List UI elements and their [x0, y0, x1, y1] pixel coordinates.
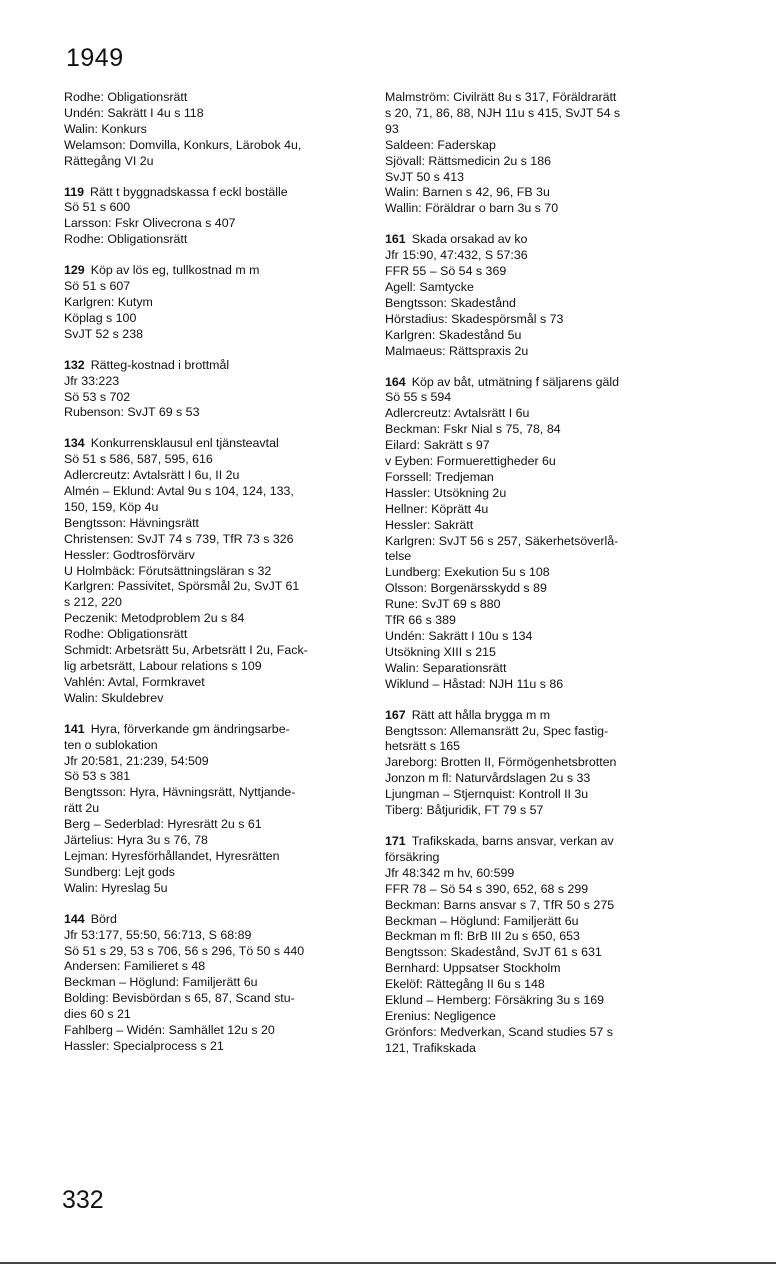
reference-line: Jfr 53:177, 55:50, 56:713, S 68:89: [64, 927, 252, 942]
reference-line: Beckman: Barns ansvar s 7, TfR 50 s 275: [385, 897, 615, 912]
reference-line: Rune: SvJT 69 s 880: [385, 597, 501, 612]
reference-line: Erenius: Negligence: [385, 1008, 496, 1023]
reference-line: Bernhard: Uppsatser Stockholm: [385, 961, 561, 976]
reference-line: Larsson: Fskr Olivecrona s 407: [64, 216, 236, 231]
reference-line: Jfr 20:581, 21:239, 54:509: [64, 753, 209, 768]
reference-line: Adlercreutz: Avtalsrätt I 6u: [385, 406, 530, 421]
intro-line: Rodhe: Obligationsrätt: [64, 90, 188, 104]
reference-line: Hassler: Specialprocess s 21: [64, 1038, 224, 1053]
reference-line: Järtelius: Hyra 3u s 76, 78: [64, 833, 208, 848]
case-heading: [385, 232, 683, 248]
case-number: 129: [64, 263, 85, 278]
reference-line: Jfr 15:90, 47:432, S 57:36: [385, 248, 528, 263]
reference-line: Beckman: Fskr Nial s 75, 78, 84: [385, 422, 561, 437]
reference-line: Lejman: Hyresförhållandet, Hyresrätten: [64, 848, 280, 863]
page-year-heading: 1949: [66, 44, 124, 72]
reference-line: Walin: Separationsrätt: [385, 660, 507, 675]
intro-line: Walin: Barnen s 42, 96, FB 3u: [385, 185, 550, 200]
reference-line: Lundberg: Exekution 5u s 108: [385, 565, 550, 580]
case-number: 167: [385, 707, 406, 722]
intro-line: s 20, 71, 86, 88, NJH 11u s 415, SvJT 54 s: [385, 105, 621, 120]
reference-line: Hessler: Sakrätt: [385, 517, 474, 532]
case-number: 171: [385, 833, 406, 848]
reference-line: Karlgren: Skadestånd 5u: [385, 327, 522, 342]
case-heading: [64, 436, 362, 452]
case-title: Börd: [90, 911, 117, 926]
case-entry: [64, 358, 362, 422]
reference-line: Rodhe: Obligationsrätt: [64, 627, 188, 642]
case-number: 164: [385, 374, 406, 389]
case-entry: [64, 436, 362, 706]
reference-line: Utsökning XIII s 215: [385, 644, 496, 659]
reference-line: Beckman m fl: BrB III 2u s 650, 653: [385, 929, 580, 944]
reference-line: Eilard: Sakrätt s 97: [385, 438, 490, 453]
reference-line: Fahlberg – Widén: Samhället 12u s 20: [64, 1023, 275, 1038]
reference-line: FFR 78 – Sö 54 s 390, 652, 68 s 299: [385, 881, 589, 896]
page-number: 332: [62, 1186, 104, 1214]
intro-line: Rättegång VI 2u: [64, 153, 154, 168]
case-number: 132: [64, 357, 85, 372]
reference-line: Tiberg: Båtjuridik, FT 79 s 57: [385, 803, 544, 818]
reference-line: Ekelöf: Rättegång II 6u s 148: [385, 977, 545, 992]
reference-line: Köplag s 100: [64, 310, 137, 325]
reference-line: Jfr 33:223: [64, 373, 120, 388]
case-title: Rätteg-kostnad i brottmål: [90, 357, 230, 372]
reference-line: Hörstadius: Skadespörsmål s 73: [385, 311, 564, 326]
reference-line: Jonzon m fl: Naturvårdslagen 2u s 33: [385, 771, 591, 786]
case-title: Trafikskada, barns ansvar, verkan av: [411, 833, 614, 848]
reference-line: försäkring: [385, 849, 440, 864]
intro-line: 93: [385, 121, 399, 136]
reference-line: Walin: Skuldebrev: [64, 690, 164, 705]
case-number: 144: [64, 911, 85, 926]
case-entry: [64, 722, 362, 897]
reference-line: 150, 159, Köp 4u: [64, 499, 159, 514]
reference-line: Andersen: Familieret s 48: [64, 959, 206, 974]
case-entry: [64, 263, 362, 343]
reference-line: Adlercreutz: Avtalsrätt I 6u, II 2u: [64, 468, 240, 483]
case-entry: [64, 185, 362, 249]
intro-line: Welamson: Domvilla, Konkurs, Lärobok 4u,: [64, 137, 302, 152]
reference-line: Hellner: Köprätt 4u: [385, 501, 489, 516]
reference-line: Bengtsson: Skadestånd: [385, 295, 516, 310]
case-number: 119: [64, 184, 84, 199]
case-title: Köp av båt, utmätning f säljarens gäld: [411, 374, 620, 389]
case-heading: [64, 358, 362, 374]
reference-line: Sundberg: Lejt gods: [64, 864, 175, 879]
reference-line: SvJT 52 s 238: [64, 326, 143, 341]
reference-line: Hessler: Godtrosförvärv: [64, 547, 195, 562]
reference-line: Sö 53 s 381: [64, 769, 131, 784]
reference-line: Karlgren: Kutym: [64, 294, 153, 309]
case-entry: [64, 912, 362, 1055]
reference-line: Ljungman – Stjernquist: Kontroll II 3u: [385, 787, 589, 802]
reference-line: Sö 51 s 29, 53 s 706, 56 s 296, Tö 50 s 440: [64, 943, 305, 958]
reference-line: FFR 55 – Sö 54 s 369: [385, 264, 507, 279]
case-heading: [64, 722, 362, 738]
case-heading: [385, 375, 683, 391]
reference-line: Bengtsson: Hävningsrätt: [64, 515, 199, 530]
reference-line: telse: [385, 549, 412, 564]
intro-line: Undén: Sakrätt I 4u s 118: [64, 105, 204, 120]
reference-line: v Eyben: Formuerettigheder 6u: [385, 454, 556, 469]
reference-line: Olsson: Borgenärsskydd s 89: [385, 581, 547, 596]
case-entry: [385, 708, 683, 819]
reference-line: TfR 66 s 389: [385, 613, 456, 628]
reference-line: Wiklund – Håstad: NJH 11u s 86: [385, 676, 564, 691]
reference-line: Berg – Sederblad: Hyresrätt 2u s 61: [64, 817, 262, 832]
reference-line: U Holmbäck: Förutsättningsläran s 32: [64, 563, 272, 578]
intro-line: Saldeen: Faderskap: [385, 137, 496, 152]
reference-line: Rubenson: SvJT 69 s 53: [64, 405, 200, 420]
case-title: Konkurrensklausul enl tjänsteavtal: [90, 436, 279, 451]
case-entry: [385, 834, 683, 1057]
case-title: Skada orsakad av ko: [411, 232, 528, 247]
reference-line: rätt 2u: [64, 801, 100, 816]
case-entry: [385, 375, 683, 693]
case-heading: [385, 834, 683, 850]
reference-line: Undén: Sakrätt I 10u s 134: [385, 629, 533, 643]
intro-line: Sjövall: Rättsmedicin 2u s 186: [385, 153, 551, 168]
reference-line: Beckman – Höglund: Familjerätt 6u: [64, 975, 258, 990]
reference-line: Karlgren: Passivitet, Spörsmål 2u, SvJT 61: [64, 579, 300, 594]
left-column: [64, 90, 362, 1055]
reference-line: Karlgren: SvJT 56 s 257, Säkerhetsöverlå-: [385, 533, 619, 548]
reference-line: Bengtsson: Hyra, Hävningsrätt, Nyttjande-: [64, 785, 296, 800]
reference-line: dies 60 s 21: [64, 1007, 131, 1022]
reference-line: Jfr 48:342 m hv, 60:599: [385, 865, 515, 880]
reference-line: Grönfors: Medverkan, Scand studies 57 s: [385, 1024, 613, 1039]
reference-line: 121, Trafikskada: [385, 1040, 476, 1055]
case-title: Hyra, förverkande gm ändringsarbe-: [90, 721, 290, 736]
case-title: Köp av lös eg, tullkostnad m m: [90, 263, 260, 278]
intro-line: Walin: Konkurs: [64, 121, 147, 136]
reference-line: Sö 51 s 600: [64, 200, 131, 215]
reference-line: hetsrätt s 165: [385, 739, 461, 754]
left-intro: [64, 90, 362, 170]
reference-line: Eklund – Hemberg: Försäkring 3u s 169: [385, 993, 605, 1008]
reference-line: Hassler: Utsökning 2u: [385, 485, 507, 500]
case-heading: [64, 912, 362, 928]
case-heading: [64, 263, 362, 279]
reference-line: Rodhe: Obligationsrätt: [64, 232, 188, 247]
reference-line: Bengtsson: Allemansrätt 2u, Spec fastig-: [385, 723, 609, 738]
intro-line: Malmström: Civilrätt 8u s 317, Föräldrarätt: [385, 90, 617, 104]
intro-line: SvJT 50 s 413: [385, 169, 464, 184]
case-title: Rätt t byggnadskassa f eckl boställe: [90, 184, 288, 199]
case-heading: [385, 708, 683, 724]
reference-line: Sö 55 s 594: [385, 390, 452, 405]
right-intro: [385, 90, 683, 217]
case-heading: [64, 185, 362, 201]
reference-line: Almén – Eklund: Avtal 9u s 104, 124, 133,: [64, 484, 294, 499]
case-title: Rätt att hålla brygga m m: [411, 707, 551, 722]
bottom-rule: [0, 1262, 776, 1264]
reference-line: Bolding: Bevisbördan s 65, 87, Scand stu-: [64, 991, 295, 1006]
case-number: 134: [64, 436, 85, 451]
reference-line: ten o sublokation: [64, 737, 158, 752]
intro-line: Wallin: Föräldrar o barn 3u s 70: [385, 201, 559, 216]
reference-line: Schmidt: Arbetsrätt 5u, Arbetsrätt I 2u, Fack-: [64, 643, 308, 658]
reference-line: Sö 51 s 607: [64, 279, 131, 294]
reference-line: Peczenik: Metodproblem 2u s 84: [64, 611, 245, 626]
case-entry: [385, 232, 683, 359]
reference-line: Walin: Hyreslag 5u: [64, 880, 168, 895]
reference-line: Jareborg: Brotten II, Förmögenhetsbrotten: [385, 755, 617, 770]
reference-line: Malmaeus: Rättspraxis 2u: [385, 343, 529, 358]
reference-line: s 212, 220: [64, 595, 122, 610]
reference-line: Christensen: SvJT 74 s 739, TfR 73 s 326: [64, 531, 294, 546]
reference-line: Agell: Samtycke: [385, 279, 474, 294]
reference-line: Beckman – Höglund: Familjerätt 6u: [385, 913, 579, 928]
reference-line: Forssell: Tredjeman: [385, 469, 494, 484]
right-column: [385, 90, 683, 1057]
case-number: 161: [385, 232, 406, 247]
reference-line: Sö 51 s 586, 587, 595, 616: [64, 452, 213, 467]
reference-line: Bengtsson: Skadestånd, SvJT 61 s 631: [385, 945, 602, 960]
reference-line: Sö 53 s 702: [64, 389, 131, 404]
reference-line: lig arbetsrätt, Labour relations s 109: [64, 659, 262, 673]
reference-line: Vahlén: Avtal, Formkravet: [64, 674, 205, 689]
case-number: 141: [64, 721, 85, 736]
